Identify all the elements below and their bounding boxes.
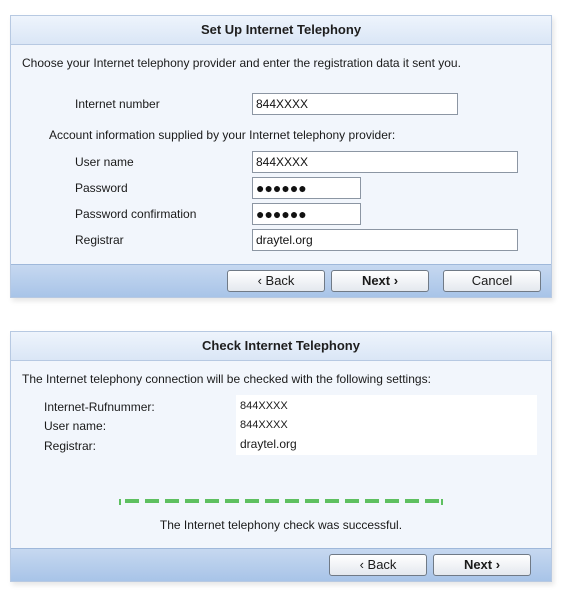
setup-button-bar bbox=[11, 264, 551, 297]
internet-number-field[interactable]: 844XXXX bbox=[252, 93, 458, 115]
progress-segment bbox=[345, 499, 359, 503]
check-panel-title: Check Internet Telephony bbox=[11, 332, 551, 361]
user-name-label: User name bbox=[75, 155, 134, 169]
password-label: Password bbox=[75, 181, 128, 195]
account-info-label: Account information supplied by your Internet telephony provider: bbox=[49, 128, 396, 142]
progress-segment bbox=[125, 499, 139, 503]
check-user-name-label: User name: bbox=[44, 419, 107, 433]
progress-segment bbox=[405, 499, 419, 503]
cancel-button[interactable]: Cancel bbox=[443, 270, 541, 292]
check-status-text: The Internet telephony check was successful. bbox=[159, 518, 403, 532]
check-telephony-panel bbox=[10, 331, 552, 582]
progress-segment bbox=[365, 499, 379, 503]
check-registrar-label: Registrar: bbox=[44, 439, 97, 453]
progress-segment bbox=[285, 499, 299, 503]
rufnummer-value: 844XXXX bbox=[240, 400, 288, 412]
registrar-field[interactable]: draytel.org bbox=[252, 229, 518, 251]
password-confirm-label: Password confirmation bbox=[75, 207, 197, 221]
progress-segment bbox=[245, 499, 259, 503]
check-back-button[interactable]: ‹ Back bbox=[329, 554, 427, 576]
progress-segment bbox=[265, 499, 279, 503]
password-field[interactable]: ●●●●●● bbox=[252, 177, 361, 199]
user-name-field[interactable]: 844XXXX bbox=[252, 151, 518, 173]
setup-telephony-panel bbox=[10, 15, 552, 298]
progress-segment bbox=[165, 499, 179, 503]
check-intro-text: The Internet telephony connection will be checked with the following settings: bbox=[22, 372, 431, 386]
next-button[interactable]: Next › bbox=[331, 270, 429, 292]
progress-segment bbox=[325, 499, 339, 503]
progress-bar-right-cap bbox=[441, 499, 443, 505]
registrar-label: Registrar bbox=[75, 233, 124, 247]
rufnummer-label: Internet-Rufnummer: bbox=[44, 400, 155, 414]
password-confirm-field[interactable]: ●●●●●● bbox=[252, 203, 361, 225]
check-user-name-value: 844XXXX bbox=[240, 419, 288, 431]
progress-segment bbox=[225, 499, 239, 503]
back-button[interactable]: ‹ Back bbox=[227, 270, 325, 292]
check-progress-bar bbox=[119, 497, 443, 505]
progress-segment bbox=[205, 499, 219, 503]
check-next-button[interactable]: Next › bbox=[433, 554, 531, 576]
progress-segment bbox=[385, 499, 399, 503]
check-button-bar bbox=[11, 548, 551, 581]
progress-segment bbox=[185, 499, 199, 503]
setup-panel-title: Set Up Internet Telephony bbox=[11, 16, 551, 45]
setup-intro-text: Choose your Internet telephony provider and enter the registration data it sent you. bbox=[22, 56, 461, 70]
settings-value-box bbox=[236, 395, 537, 455]
progress-segment bbox=[305, 499, 319, 503]
progress-bar-left-cap bbox=[119, 499, 121, 505]
internet-number-label: Internet number bbox=[75, 97, 160, 111]
progress-segment bbox=[425, 499, 439, 503]
progress-segment bbox=[145, 499, 159, 503]
check-registrar-value: draytel.org bbox=[240, 437, 297, 451]
